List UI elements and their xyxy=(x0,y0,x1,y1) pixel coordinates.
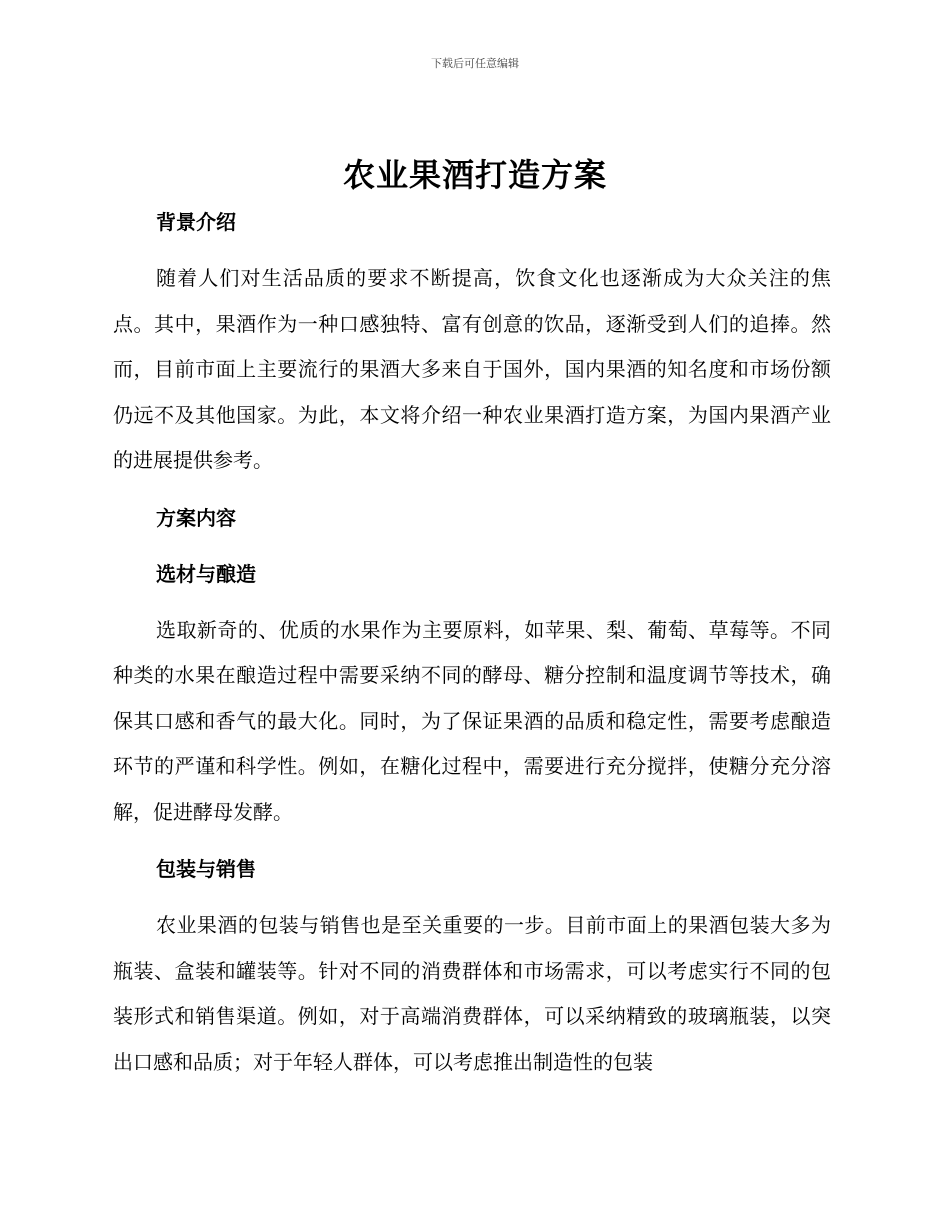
section-paragraph: 农业果酒的包装与销售也是至关重要的一步。目前市面上的果酒包装大多为瓶装、盒装和罐装等。针对不同的消费群体和市场需求，可以考虑实行不同的包装形式和销售渠道。例如，对于高端消费群体，可以采纳精致的玻璃瓶装，以突出口感和品质；对于年轻人群体，可以考虑推出制造性的包装 xyxy=(113,913,831,1074)
section-paragraph: 选取新奇的、优质的水果作为主要原料，如苹果、梨、葡萄、草莓等。不同种类的水果在酿造过程中需要采纳不同的酵母、糖分控制和温度调节等技术，确保其口感和香气的最大化。同时，为了保证果酒的品质和稳定性，需要考虑酿造环节的严谨和科学性。例如，在糖化过程中，需要进行充分搅拌，使糖分充分溶解，促进酵母发酵。 xyxy=(113,617,831,824)
section-heading: 方案内容 xyxy=(156,505,236,530)
section-heading: 选材与酿造 xyxy=(156,561,256,586)
document-title: 农业果酒打造方案 xyxy=(342,156,607,194)
section-heading: 背景介绍 xyxy=(156,210,236,234)
header-note: 下载后可任意编辑 xyxy=(431,57,519,70)
section-paragraph: 随着人们对生活品质的要求不断提高，饮食文化也逐渐成为大众关注的焦点。其中，果酒作为一种口感独特、富有创意的饮品，逐渐受到人们的追捧。然而，目前市面上主要流行的果酒大多来自于国外，国内果酒的知名度和市场份额仍远不及其他国家。为此，本文将介绍一种农业果酒打造方案，为国内果酒产业的进展提供参考。 xyxy=(113,266,831,472)
document-body xyxy=(113,200,831,1085)
section-heading: 包装与销售 xyxy=(156,857,256,881)
